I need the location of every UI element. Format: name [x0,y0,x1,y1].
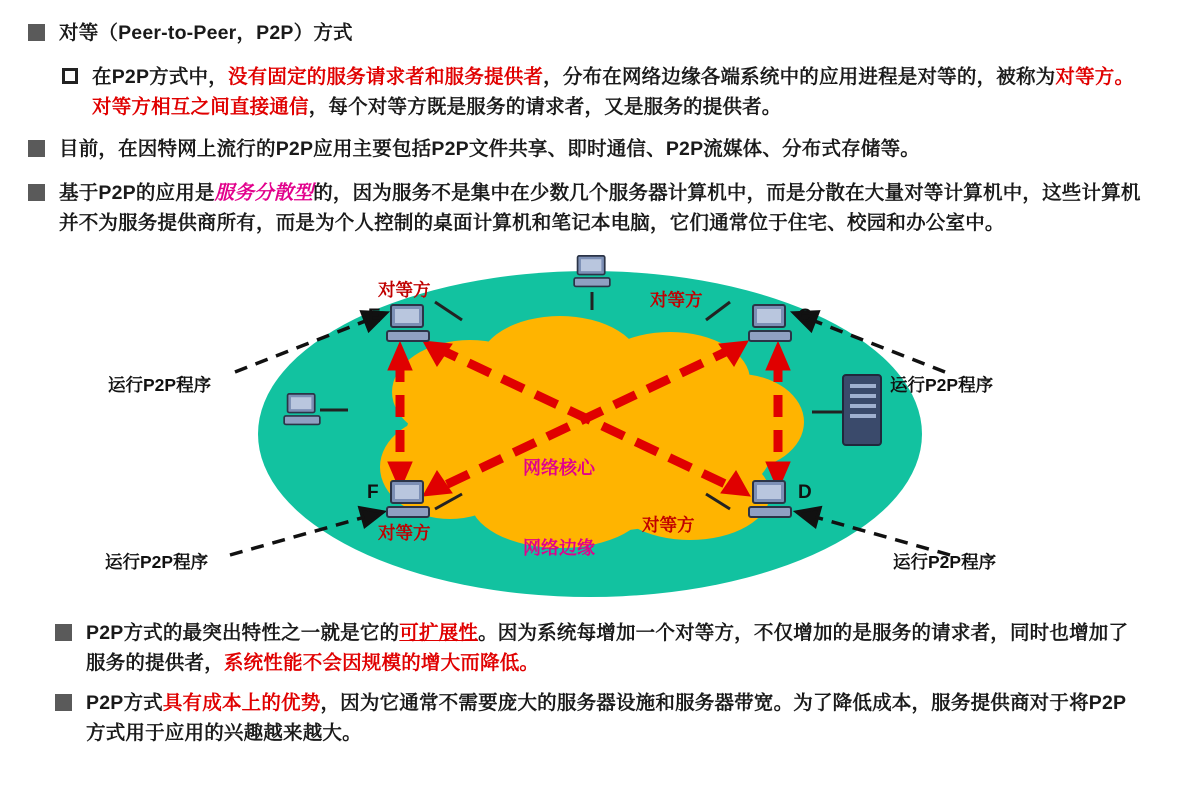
node-label-f: F [367,482,379,503]
bullet-scalability-text [86,618,1145,678]
bullet-marker-hollow-icon [62,68,78,84]
computer-base-icon [386,330,430,342]
bullet-p2p-applications [28,134,1148,164]
bullet-scalability [55,618,1145,678]
text-segment: 对等（Peer-to-Peer，P2P）方式 [59,22,353,44]
text-segment-highlight: 系统性能不会因规模的增大而降低。 [223,652,540,674]
network-edge-label: 网络边缘 [523,538,595,558]
computer-base-icon [283,415,320,425]
monitor-icon [390,480,424,504]
bullet-marker-filled-icon [55,624,72,641]
computer-base-icon [748,506,792,518]
peer-device-c [748,304,792,344]
text-segment: 在P2P方式中， [92,66,228,88]
bullet-service-distributed [28,178,1148,238]
bullet-service-distributed-text [59,178,1148,238]
run-p2p-label-left-top: 运行P2P程序 [108,375,212,395]
node-label-d: D [798,482,812,503]
text-segment-highlight: 可扩展性 [399,622,479,644]
monitor-icon [752,480,786,504]
run-p2p-label-right-top: 运行P2P程序 [890,375,994,395]
peer-device-e [386,304,430,344]
node-label-c: C [798,306,812,327]
text-segment: 的，因为服务不是集中在少数几个服务器计算机中，而是分散在大量对等计算机中，这些计算机并不为服务提供商所有，而是为个人控制的桌面计算机和笔记本电脑，它们通常位于住宅、校园和办公室中。 [59,182,1141,234]
edge-device-top [573,255,610,289]
bullet-marker-filled-icon [28,24,45,41]
server-tower-icon [842,374,882,446]
edge-device-left [283,393,320,427]
text-segment-highlight: 没有固定的服务请求者和服务提供者 [227,66,544,88]
computer-base-icon [386,506,430,518]
peer-label-d: 对等方 [642,515,695,535]
text-segment: 基于P2P的应用是 [59,182,215,204]
text-segment: P2P方式的最突出特性之一就是它的 [86,622,400,644]
text-segment-highlight: 具有成本上的优势 [162,692,321,714]
text-segment-highlight: 对等方。对等方相互之间直接通信 [92,66,1135,118]
bullet-marker-filled-icon [28,184,45,201]
peer-label-f: 对等方 [378,523,431,543]
bullet-p2p-applications-text [59,134,920,164]
bullet-title [28,18,1148,48]
peer-device-d [748,480,792,520]
bullet-cost-advantage [55,688,1145,748]
peer-label-e: 对等方 [378,280,431,300]
text-segment: 。因为系统每增加一个对等方，不仅增加的是服务的请求者，同时也增加了服务的提供者， [86,622,1129,674]
node-label-e: E [368,306,381,327]
text-segment: ，每个对等方既是服务的请求者，又是服务的提供者。 [308,96,782,118]
run-p2p-label-left-bottom: 运行P2P程序 [105,552,209,572]
bullet-title-text [59,18,353,48]
monitor-icon [752,304,786,328]
bullet-p2p-definition-text [92,62,1152,122]
text-segment: ，分布在网络边缘各端系统中的应用进程是对等的，被称为 [543,66,1056,88]
monitor-icon [287,393,316,413]
monitor-icon [390,304,424,328]
p2p-network-diagram [90,262,1090,607]
bullet-marker-filled-icon [55,694,72,711]
monitor-icon [577,255,606,275]
network-core-label: 网络核心 [523,458,595,478]
peer-device-f [386,480,430,520]
text-segment-highlight: 服务分散型 [214,182,314,204]
computer-base-icon [748,330,792,342]
peer-label-c: 对等方 [650,290,703,310]
run-p2p-label-right-bottom: 运行P2P程序 [893,552,997,572]
text-segment: P2P方式 [86,692,163,714]
bullet-cost-advantage-text [86,688,1145,748]
computer-base-icon [573,277,610,287]
text-segment: 目前，在因特网上流行的P2P应用主要包括P2P文件共享、即时通信、P2P流媒体、分布式存储等。 [59,138,920,160]
text-segment: ，因为它通常不需要庞大的服务器设施和服务器带宽。为了降低成本，服务提供商对于将P2P方式用于应用的兴趣越来越大。 [86,692,1127,744]
bullet-marker-filled-icon [28,140,45,157]
bullet-p2p-definition [62,62,1152,122]
